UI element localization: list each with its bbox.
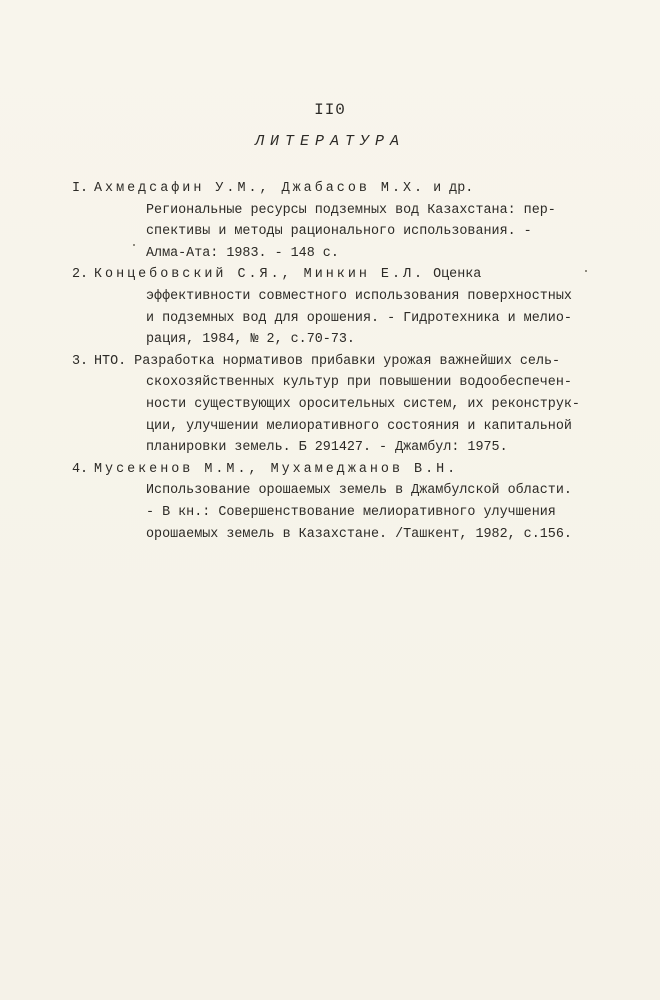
reference-line: ции, улучшении мелиоративного состояния и капитальной: [146, 418, 572, 434]
reference-first-line: [72, 264, 632, 286]
reference-text: и др.: [425, 181, 474, 196]
reference-authors: Концебовский С.Я., Минкин Е.Л.: [94, 267, 426, 283]
page-number: II0: [314, 101, 346, 119]
reference-number: 4.: [72, 461, 89, 477]
reference-first-line: [72, 351, 632, 373]
reference-item: [72, 351, 632, 459]
reference-authors: Мусекенов М.М., Мухамеджанов В.Н.: [94, 461, 459, 477]
reference-text: НТО. Разработка нормативов прибавки урожая важнейших сель-: [94, 353, 561, 369]
reference-line: Использование орошаемых земель в Джамбулской области.: [146, 483, 572, 499]
reference-list: [72, 178, 632, 545]
paper-speck: [133, 244, 135, 246]
reference-line: Региональные ресурсы подземных вод Казахстана: пер-: [146, 202, 556, 218]
reference-authors: Ахмедсафин У.М., Джабасов М.Х.: [94, 181, 426, 196]
reference-line: Алма-Ата: 1983. - 148 с.: [146, 245, 339, 261]
section-heading: ЛИТЕРАТУРА: [254, 133, 405, 150]
reference-line: и подземных вод для орошения. - Гидротехника и мелио-: [146, 310, 572, 326]
reference-item: [72, 264, 632, 350]
reference-number: 2.: [72, 267, 89, 283]
reference-line: рация, 1984, № 2, с.70-73.: [146, 332, 355, 348]
reference-line: эффективности совместного использования поверхностных: [146, 288, 572, 304]
reference-line: орошаемых земель в Казахстане. /Ташкент, 1982, с.156.: [146, 526, 572, 542]
reference-number: 3.: [72, 353, 89, 369]
reference-line: ности существующих оросительных систем, их реконструк-: [146, 396, 580, 412]
reference-line: скохозяйственных культур при повышении водообеспечен-: [146, 375, 572, 391]
reference-number: I.: [72, 181, 89, 196]
paper-speck: [585, 270, 587, 272]
reference-item: [72, 178, 632, 264]
reference-line: планировки земель. Б 291427. - Джамбул: 1975.: [146, 440, 508, 456]
reference-first-line: [72, 178, 632, 200]
reference-first-line: [72, 459, 632, 481]
reference-text: Оценка: [425, 267, 482, 283]
reference-line: - В кн.: Совершенствование мелиоративного улучшения: [146, 504, 556, 520]
reference-item: [72, 459, 632, 545]
reference-line: спективы и методы рационального использования. -: [146, 224, 532, 240]
